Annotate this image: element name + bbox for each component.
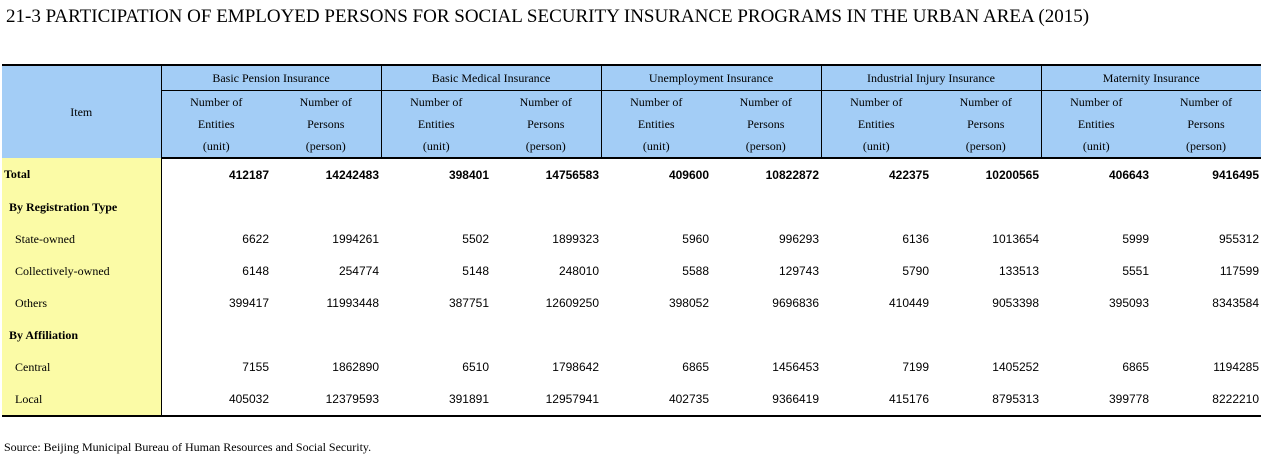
subheader-line1: Number of — [190, 95, 243, 109]
page-title: 21-3 PARTICIPATION OF EMPLOYED PERSONS FOR SOCIAL SECURITY INSURANCE PROGRAMS IN THE URBAN AREA (2015) — [6, 6, 1090, 27]
table-cell: 1013654 — [992, 232, 1040, 246]
table-cell — [821, 191, 931, 223]
group-header: Industrial Injury Insurance — [821, 65, 1041, 91]
subheader-line2: Entities — [1077, 117, 1115, 131]
table-cell: 387751 — [448, 296, 489, 310]
table-cell: 5551 — [1122, 264, 1150, 278]
subheader-line1: Number of — [739, 95, 792, 109]
subheader-unit: (person) — [305, 139, 346, 153]
table-cell: 7155 — [242, 360, 269, 374]
table-cell: 117599 — [1219, 264, 1260, 278]
table-cell: 996293 — [778, 232, 820, 246]
table-cell: 248010 — [558, 264, 599, 278]
entities-subheader — [821, 91, 931, 159]
subheader-unit: (person) — [525, 139, 566, 153]
persons-subheader — [931, 91, 1041, 159]
table-cell: 8343584 — [1212, 296, 1260, 310]
table-cell: 5588 — [682, 264, 709, 278]
table-cell: 133513 — [998, 264, 1040, 278]
table-cell: 398401 — [448, 168, 489, 182]
subheader-line2: Entities — [857, 117, 895, 131]
table-cell — [161, 319, 271, 351]
table-cell — [271, 191, 381, 223]
table-cell: 6865 — [682, 360, 709, 374]
table-row — [2, 223, 1261, 255]
persons-subheader — [1151, 91, 1261, 159]
section-label: By Registration Type — [2, 191, 161, 223]
section-row — [2, 319, 1261, 351]
section-row — [2, 191, 1261, 223]
subheader-line2: Persons — [527, 117, 565, 131]
table-cell: 1405252 — [992, 360, 1040, 374]
table-cell: 6136 — [902, 232, 930, 246]
table-cell: 11993448 — [326, 296, 379, 310]
table-cell: 10200565 — [985, 168, 1040, 182]
table-cell: 955312 — [1218, 232, 1260, 246]
entities-subheader — [161, 91, 271, 159]
row-label: Central — [2, 351, 161, 383]
subheader-unit: (person) — [965, 139, 1006, 153]
subheader-line2: Entities — [197, 117, 235, 131]
entities-subheader — [381, 91, 491, 159]
table-cell: 5790 — [902, 264, 930, 278]
subheader-line2: Entities — [637, 117, 675, 131]
subheader-line1: Number of — [630, 95, 683, 109]
table-cell: 5960 — [682, 232, 709, 246]
subheader-line2: Entities — [417, 117, 455, 131]
table-row — [2, 383, 1261, 416]
row-label: Collectively-owned — [2, 255, 161, 287]
subheader-line2: Persons — [747, 117, 785, 131]
subheader-line1: Number of — [410, 95, 463, 109]
table-cell: 1798642 — [552, 360, 599, 374]
table-cell: 254774 — [338, 264, 379, 278]
subheader-line1: Number of — [1070, 95, 1123, 109]
subheader-unit: (unit) — [422, 139, 450, 153]
table-cell — [491, 319, 601, 351]
subheader-line2: Persons — [1187, 117, 1225, 131]
table-cell: 1899323 — [552, 232, 599, 246]
table-cell: 399417 — [228, 296, 269, 310]
row-label: Total — [2, 158, 161, 191]
table-cell — [711, 191, 821, 223]
table-cell: 7199 — [902, 360, 930, 374]
table-cell — [1151, 191, 1261, 223]
table-cell: 391891 — [381, 383, 491, 416]
row-label: State-owned — [2, 223, 161, 255]
table-cell: 12379593 — [271, 383, 381, 416]
table-cell — [491, 191, 601, 223]
table-cell: 1194285 — [1213, 360, 1260, 374]
table-row — [2, 255, 1261, 287]
table-cell: 395093 — [1108, 296, 1150, 310]
insurance-table — [2, 64, 1261, 417]
persons-subheader — [271, 91, 381, 159]
section-label: By Affiliation — [2, 319, 161, 351]
table-cell — [601, 319, 711, 351]
table-cell: 5148 — [462, 264, 489, 278]
table-cell: 6865 — [1122, 360, 1150, 374]
entities-subheader — [601, 91, 711, 159]
table-cell — [381, 191, 491, 223]
table-cell — [601, 191, 711, 223]
total-row — [2, 158, 1261, 191]
table-cell: 405032 — [161, 383, 271, 416]
table-cell: 6622 — [242, 232, 269, 246]
table-cell: 412187 — [228, 168, 269, 182]
table-cell: 9696836 — [772, 296, 820, 310]
table-cell: 5999 — [1122, 232, 1150, 246]
table-cell — [381, 319, 491, 351]
table-cell — [931, 191, 1041, 223]
table-cell: 9366419 — [711, 383, 821, 416]
table-cell: 9053398 — [992, 296, 1040, 310]
table-cell: 1456453 — [772, 360, 820, 374]
table-cell: 6510 — [462, 360, 489, 374]
table-cell: 12957941 — [491, 383, 601, 416]
persons-subheader — [711, 91, 821, 159]
subheader-line1: Number of — [850, 95, 903, 109]
table-cell: 5502 — [462, 232, 489, 246]
subheader-unit: (unit) — [642, 139, 670, 153]
table-cell: 129743 — [778, 264, 820, 278]
subheader-unit: (unit) — [862, 139, 890, 153]
subheader-line1: Number of — [299, 95, 352, 109]
table-cell: 398052 — [668, 296, 709, 310]
table-cell — [1041, 319, 1151, 351]
subheader-unit: (unit) — [1082, 139, 1110, 153]
subheader-unit: (person) — [1186, 139, 1226, 153]
table-cell: 1994261 — [332, 232, 379, 246]
group-header: Maternity Insurance — [1041, 65, 1261, 91]
table-cell — [821, 319, 931, 351]
table-cell: 14756583 — [545, 168, 599, 182]
row-label: Local — [2, 383, 161, 416]
table-cell: 8222210 — [1151, 383, 1261, 416]
table-cell: 1862890 — [332, 360, 379, 374]
subheader-unit: (person) — [745, 139, 786, 153]
table-cell: 399778 — [1041, 383, 1151, 416]
table-cell: 406643 — [1108, 168, 1150, 182]
group-header: Unemployment Insurance — [601, 65, 821, 91]
table-cell: 402735 — [601, 383, 711, 416]
table-row — [2, 287, 1261, 319]
table-cell — [1041, 191, 1151, 223]
subheader-unit: (unit) — [202, 139, 230, 153]
subheader-line1: Number of — [1179, 95, 1233, 109]
table-cell — [1151, 319, 1261, 351]
item-header: Item — [2, 65, 161, 158]
subheader-line2: Persons — [307, 117, 345, 131]
table-cell — [161, 191, 271, 223]
table-cell — [271, 319, 381, 351]
table-cell: 9416495 — [1212, 168, 1260, 182]
table-cell: 6148 — [242, 264, 269, 278]
persons-subheader — [491, 91, 601, 159]
table-cell: 14242483 — [325, 168, 379, 182]
table-cell: 10822872 — [765, 168, 820, 182]
table-cell — [931, 319, 1041, 351]
table-cell: 422375 — [888, 168, 930, 182]
table-cell: 409600 — [668, 168, 709, 182]
table-cell: 12609250 — [545, 296, 599, 310]
table-row — [2, 351, 1261, 383]
entities-subheader — [1041, 91, 1151, 159]
source-note: Source: Beijing Municipal Bureau of Human Resources and Social Security. — [4, 440, 372, 454]
subheader-line2: Persons — [967, 117, 1005, 131]
table-cell — [711, 319, 821, 351]
subheader-line1: Number of — [519, 95, 572, 109]
table-cell: 410449 — [888, 296, 930, 310]
subheader-line1: Number of — [959, 95, 1012, 109]
group-header: Basic Pension Insurance — [161, 65, 381, 91]
group-header: Basic Medical Insurance — [381, 65, 601, 91]
row-label: Others — [2, 287, 161, 319]
table-cell: 415176 — [821, 383, 931, 416]
table-cell: 8795313 — [931, 383, 1041, 416]
